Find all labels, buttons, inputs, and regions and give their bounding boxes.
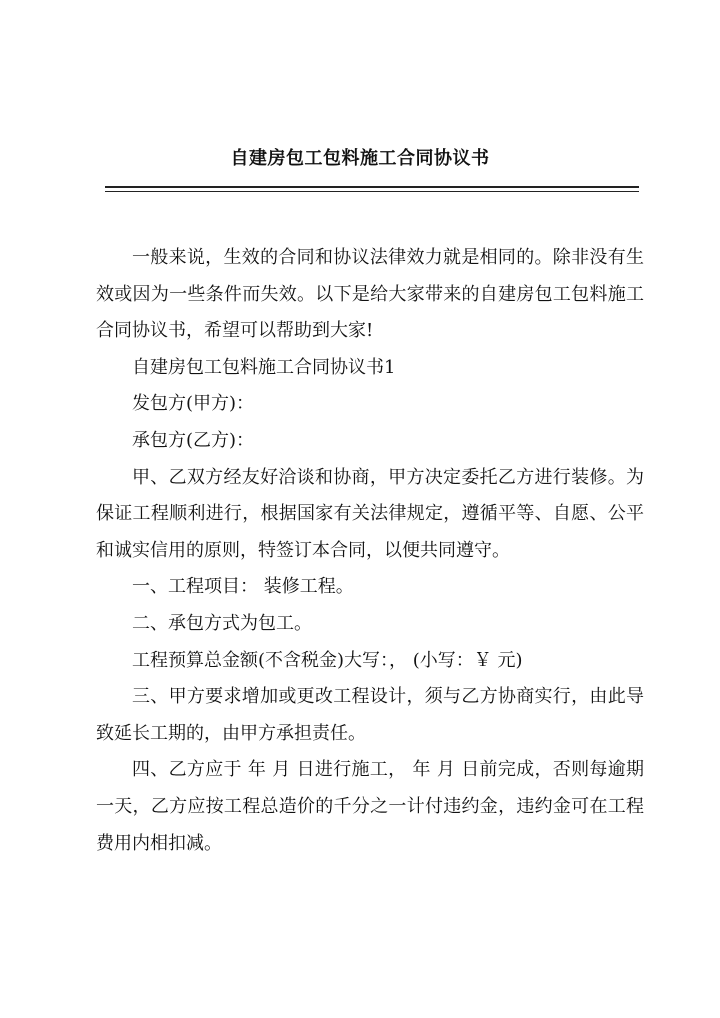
paragraph-clause-4: 四、乙方应于 年 月 日进行施工， 年 月 日前完成，否则每逾期一天，乙方应按工程总造价的千分之一计付违约金，违约金可在工程费用内相扣减。: [96, 759, 644, 854]
paragraph-clause-2: 二、承包方式为包工。: [132, 612, 312, 634]
paragraph-budget: 工程预算总金额(不含税金)大写：， (小写：￥ 元): [132, 649, 523, 671]
paragraph-subtitle: 自建房包工包料施工合同协议书1: [132, 356, 396, 378]
title-rule-thin: [105, 191, 639, 192]
paragraph-preamble: 甲、乙双方经友好洽谈和协商，甲方决定委托乙方进行装修。为保证工程顺利进行，根据国家有关法律规定，遵循平等、自愿、公平和诚实信用的原则，特签订本合同，以便共同遵守。: [96, 466, 644, 561]
paragraph-clause-3: 三、甲方要求增加或更改工程设计，须与乙方协商实行，由此导致延长工期的，由甲方承担责任。: [96, 686, 644, 744]
title-rule-thick: [105, 186, 639, 188]
paragraph-clause-1: 一、工程项目： 装修工程。: [132, 576, 354, 598]
document-title: 自建房包工包料施工合同协议书: [230, 148, 490, 169]
paragraph-party-a: 发包方(甲方)：: [132, 393, 255, 415]
document-body: [96, 240, 644, 862]
paragraph-party-b: 承包方(乙方)：: [132, 429, 255, 451]
paragraph-intro: 一般来说，生效的合同和协议法律效力就是相同的。除非没有生效或因为一些条件而失效。以下是给大家带来的自建房包工包料施工合同协议书，希望可以帮助到大家!: [96, 247, 644, 342]
